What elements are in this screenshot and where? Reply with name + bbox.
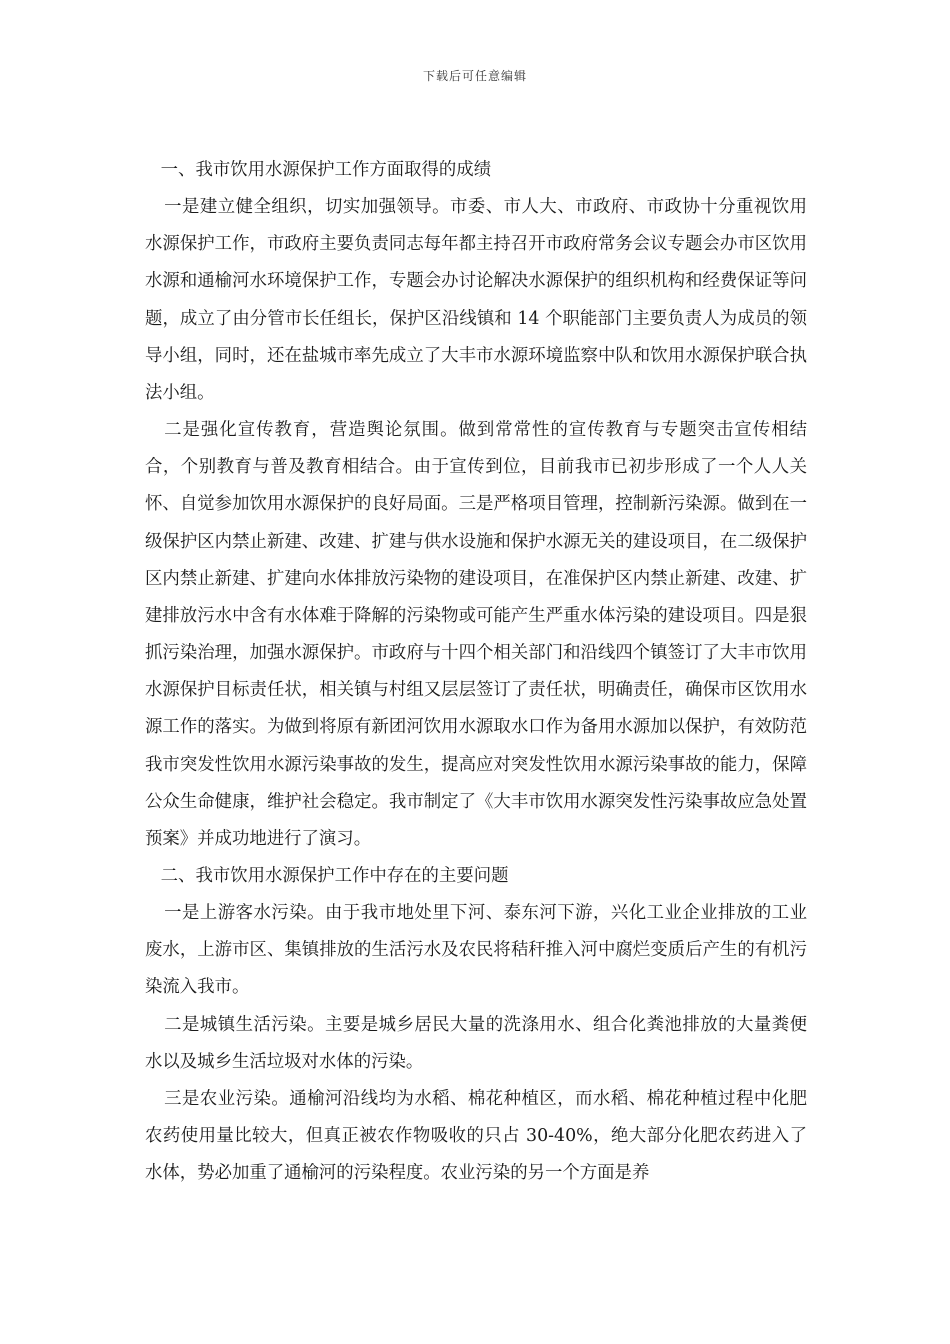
paragraph: 一是建立健全组织，切实加强领导。市委、市人大、市政府、市政协十分重视饮用水源保护工作，市政府主要负责同志每年都主持召开市政府常务会议专题会办市区饮用水源和通榆河水环境保护工作，专题会办讨论解决水源保护的组织机构和经费保证等问题，成立了由分管市长任组长，保护区沿线镇和 14 个职能部门主要负责人为成员的领导小组，同时，还在盐城市率先成立了大丰市水源环境监察中队和饮用水源保护联合执法小组。 — [145, 197, 807, 403]
paragraph: 二是强化宣传教育，营造舆论氛围。做到常常性的宣传教育与专题突击宣传相结合，个别教育与普及教育相结合。由于宣传到位，目前我市已初步形成了一个人人关怀、自觉参加饮用水源保护的良好局面。三是严格项目管理，控制新污染源。做到在一级保护区内禁止新建、改建、扩建与供水设施和保护水源无关的建设项目，在二级保护区内禁止新建、扩建向水体排放污染物的建设项目，在准保护区内禁止新建、改建、扩建排放污水中含有水体难于降解的污染物或可能产生严重水体污染的建设项目。四是狠抓污染治理，加强水源保护。市政府与十四个相关部门和沿线四个镇签订了大丰市饮用水源保护目标责任状，相关镇与村组又层层签订了责任状，明确责任，确保市区饮用水源工作的落实。为做到将原有新团河饮用水源取水口作为备用水源加以保护，有效防范我市突发性饮用水源污染事故的发生，提高应对突发性饮用水源污染事故的能力，保障公众生命健康，维护社会稳定。我市制定了《大丰市饮用水源突发性污染事故应急处置预案》并成功地进行了演习。 — [145, 420, 807, 849]
paragraph: 三是农业污染。通榆河沿线均为水稻、棉花种植区，而水稻、棉花种植过程中化肥农药使用量比较大，但真正被农作物吸收的只占 30-40%，绝大部分化肥农药进入了水体，势必加重了通榆河的污染程度。农业污染的另一个方面是养 — [145, 1088, 807, 1184]
paragraph: 二是城镇生活污染。主要是城乡居民大量的洗涤用水、组合化粪池排放的大量粪便水以及城乡生活垃圾对水体的污染。 — [145, 1014, 807, 1072]
paragraph: 一是上游客水污染。由于我市地处里下河、泰东河下游，兴化工业企业排放的工业废水，上游市区、集镇排放的生活污水及农民将秸秆推入河中腐烂变质后产生的有机污染流入我市。 — [145, 903, 807, 998]
page-header: 下载后可任意编辑 — [422, 69, 527, 83]
section-heading-1: 一、我市饮用水源保护工作方面取得的成绩 — [160, 160, 492, 180]
section-heading-2: 二、我市饮用水源保护工作中存在的主要问题 — [160, 865, 509, 886]
document-body — [145, 152, 807, 1192]
